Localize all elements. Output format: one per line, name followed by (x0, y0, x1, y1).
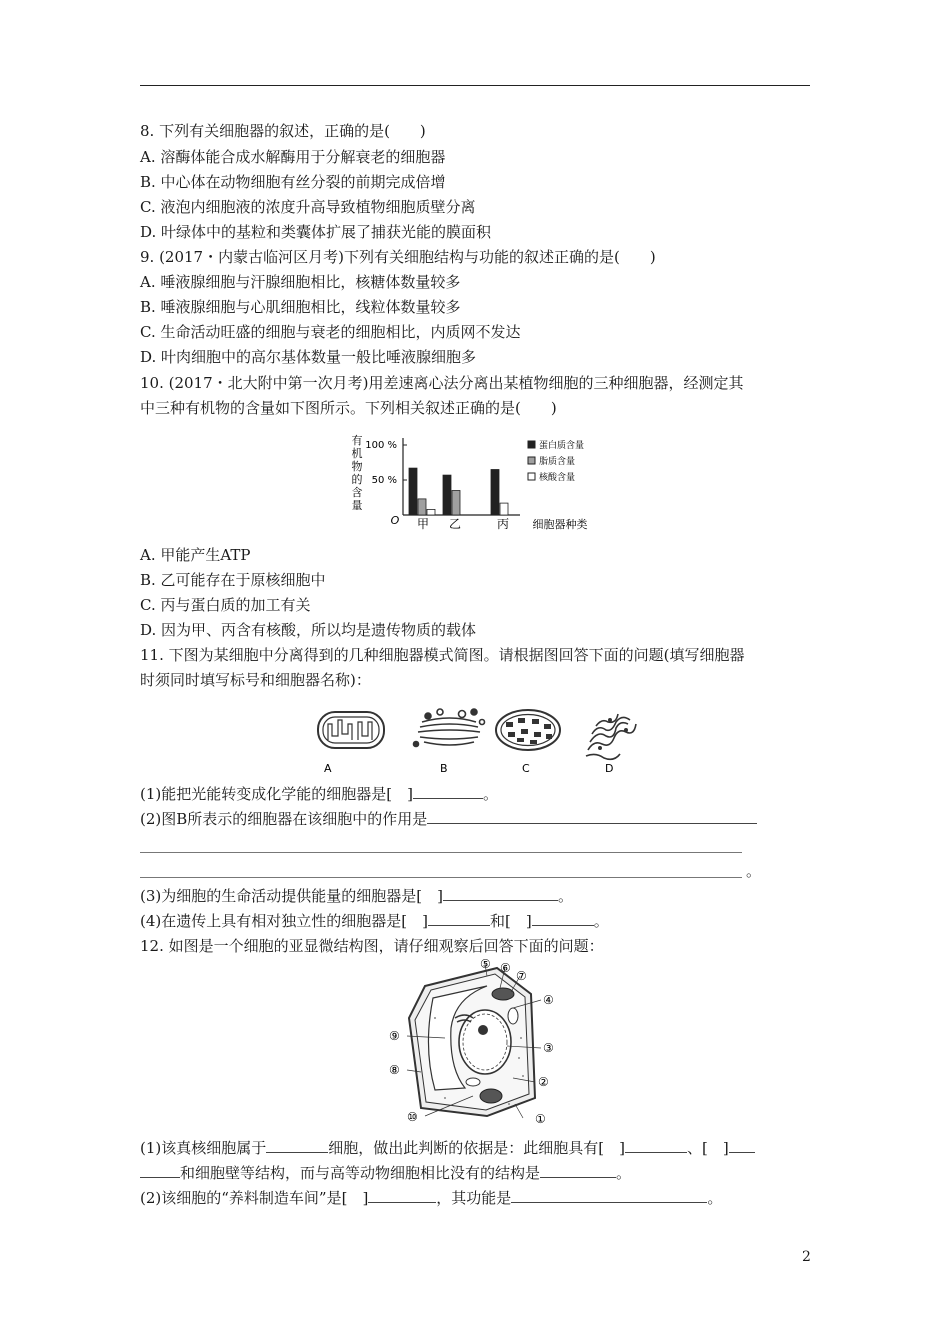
q12-sub1-part3: 、[ ] (686, 1139, 729, 1157)
answer-blank[interactable] (428, 911, 490, 926)
q9-stem: 9. (2017・内蒙古临河区月考)下列有关细胞结构与功能的叙述正确的是( ) (140, 248, 656, 266)
y-axis-label (352, 434, 363, 512)
q12-sub2 (140, 1188, 722, 1208)
answer-blank[interactable] (443, 886, 558, 901)
bar-甲-核酸含量 (427, 509, 435, 515)
bar-丙-蛋白质含量 (491, 470, 499, 516)
y-axis-label-char: 有 (351, 434, 363, 447)
label-6: ⑥ (500, 961, 511, 975)
label-5: ⑤ (480, 958, 491, 971)
q8-stem: 8. 下列有关细胞器的叙述，正确的是( ) (140, 122, 426, 140)
y-axis-label-char: 物 (351, 460, 363, 473)
diagram-label-c: C (522, 762, 530, 775)
bar-甲-脂质含量 (418, 499, 426, 515)
answer-blank[interactable] (413, 784, 483, 799)
q11-sub2-text: (2)图B所表示的细胞器在该细胞中的作用是 (140, 810, 428, 828)
answer-blank[interactable] (266, 1138, 328, 1153)
q11-sub1 (140, 784, 498, 804)
plant-cell-diagram (385, 958, 565, 1132)
q10-stem-line2: 中三种有机物的含量如下图所示。下列相关叙述正确的是( ) (140, 399, 557, 417)
label-2: ② (538, 1075, 549, 1089)
q9-option-a: A. 唾液腺细胞与汗腺细胞相比，核糖体数量较多 (140, 273, 461, 291)
y-tick-100: 100 % (365, 440, 397, 451)
category-label-jia: 甲 (416, 517, 430, 531)
label-8: ⑧ (389, 1063, 400, 1077)
header-rule (140, 85, 810, 86)
answer-blank[interactable] (532, 911, 594, 926)
q12-sub2-part2: ，其功能是 (436, 1189, 512, 1207)
label-1: ① (535, 1112, 546, 1126)
q11-sub1-text: (1)能把光能转变成化学能的细胞器是[ ] (140, 785, 413, 803)
q12-sub1-line1 (140, 1138, 755, 1158)
chloroplast (480, 1089, 502, 1103)
legend-swatch-nucleic (528, 473, 535, 480)
q10-option-d: D. 因为甲、丙含有核酸，所以均是遗传物质的载体 (140, 621, 477, 639)
q10-option-b: B. 乙可能存在于原核细胞中 (140, 571, 326, 589)
q8-option-b: B. 中心体在动物细胞有丝分裂的前期完成倍增 (140, 173, 446, 191)
q9-option-d: D. 叶肉细胞中的高尔基体数量一般比唾液腺细胞多 (140, 348, 477, 366)
q12-sub2-part1: (2)该细胞的“养料制造车间”是[ ] (140, 1189, 369, 1207)
organelle-diagrams (310, 700, 655, 780)
q8-option-c: C. 液泡内细胞液的浓度升高导致植物细胞质壁分离 (140, 198, 476, 216)
diagram-label-b: B (440, 762, 448, 775)
chloroplast (492, 988, 514, 1000)
bar-乙-蛋白质含量 (443, 475, 451, 515)
answer-blank[interactable] (427, 809, 757, 824)
mitochondrion (508, 1008, 518, 1024)
q8-option-d: D. 叶绿体中的基粒和类囊体扩展了捕获光能的膜面积 (140, 223, 492, 241)
q11-sub3-end: 。 (557, 887, 573, 905)
answer-line[interactable] (140, 852, 742, 853)
q9-option-b: B. 唾液腺细胞与心肌细胞相比，线粒体数量较多 (140, 298, 461, 316)
golgi-diagram (414, 709, 485, 747)
q12-stem: 12. 如图是一个细胞的亚显微结构图，请仔细观察后回答下面的问题： (140, 937, 604, 955)
bar-乙-脂质含量 (452, 491, 460, 516)
bar-丙-核酸含量 (500, 503, 508, 515)
q9-option-c: C. 生命活动旺盛的细胞与衰老的细胞相比，内质网不发达 (140, 323, 521, 341)
answer-blank[interactable] (511, 1188, 707, 1203)
q10-option-a: A. 甲能产生ATP (140, 546, 251, 564)
legend-lipid: 脂质含量 (539, 457, 576, 467)
answer-blank[interactable] (540, 1163, 616, 1178)
q11-sub1-end: 。 (482, 785, 498, 803)
nucleolus (478, 1025, 488, 1035)
page-number: 2 (802, 1249, 811, 1265)
answer-blank[interactable] (368, 1188, 436, 1203)
q11-sub4-text: (4)在遗传上具有相对独立性的细胞器是[ ] (140, 912, 428, 930)
q11-stem-line1: 11. 下图为某细胞中分离得到的几种细胞器模式简图。请根据图回答下面的问题(填写细胞器 (140, 646, 745, 664)
q8-option-a: A. 溶酶体能合成水解酶用于分解衰老的细胞器 (140, 148, 446, 166)
mitochondrion (466, 1078, 480, 1086)
label-7: ⑦ (516, 969, 527, 983)
answer-blank[interactable] (625, 1138, 687, 1153)
y-tick-50: 50 % (371, 475, 397, 486)
q11-stem-line2: 时须同时填写标号和细胞器名称)： (140, 671, 371, 689)
legend-protein: 蛋白质含量 (539, 441, 585, 451)
label-9: ⑨ (389, 1029, 400, 1043)
q10-stem-line1: 10. (2017・北大附中第一次月考)用差速离心法分离出某植物细胞的三种细胞器，经测定其 (140, 374, 744, 392)
legend-swatch-lipid (528, 457, 535, 464)
x-axis-label: 细胞器种类 (532, 518, 588, 531)
label-4: ④ (543, 993, 554, 1007)
er-diagram (586, 714, 636, 759)
q12-sub2-end: 。 (707, 1189, 723, 1207)
y-axis-label-char: 机 (351, 447, 363, 460)
q12-sub1-part1: (1)该真核细胞属于 (140, 1139, 267, 1157)
category-label-bing: 丙 (496, 517, 510, 531)
category-label-yi: 乙 (448, 517, 462, 531)
q12-sub1-line2 (140, 1163, 631, 1183)
q12-sub1-part4: 和细胞壁等结构，而与高等动物细胞相比没有的结构是 (180, 1164, 541, 1182)
q12-sub1-part2: 细胞，做出此判断的依据是：此细胞具有[ ] (328, 1139, 625, 1157)
diagram-label-d: D (605, 762, 614, 775)
origin-label: O (390, 514, 400, 527)
answer-line[interactable] (140, 877, 742, 878)
q11-sub4 (140, 911, 609, 931)
q11-sub3 (140, 886, 573, 906)
bar-甲-蛋白质含量 (409, 468, 417, 515)
answer-blank[interactable] (729, 1138, 755, 1153)
legend-swatch-protein (528, 441, 535, 448)
label-3: ③ (543, 1041, 554, 1055)
q10-option-c: C. 丙与蛋白质的加工有关 (140, 596, 311, 614)
y-axis-label-char: 含 (351, 486, 363, 499)
chloroplast-diagram (496, 710, 560, 750)
legend (528, 439, 584, 483)
q11-sub4-mid: 和[ ] (489, 912, 532, 930)
diagram-label-a: A (324, 762, 332, 775)
q11-sub2 (140, 809, 757, 829)
q11-sub4-end: 。 (593, 912, 609, 930)
legend-nucleic: 核酸含量 (539, 473, 576, 483)
mitochondrion-diagram (318, 712, 384, 748)
q11-sub2-end: 。 (746, 862, 762, 880)
y-axis-label-char: 量 (351, 499, 363, 512)
label-10: ⑩ (407, 1110, 418, 1124)
y-axis-label-char: 的 (351, 473, 363, 486)
organelle-composition-chart (345, 430, 615, 535)
q11-sub3-text: (3)为细胞的生命活动提供能量的细胞器是[ ] (140, 887, 443, 905)
answer-blank[interactable] (140, 1163, 180, 1178)
q12-sub1-end: 。 (616, 1164, 632, 1182)
